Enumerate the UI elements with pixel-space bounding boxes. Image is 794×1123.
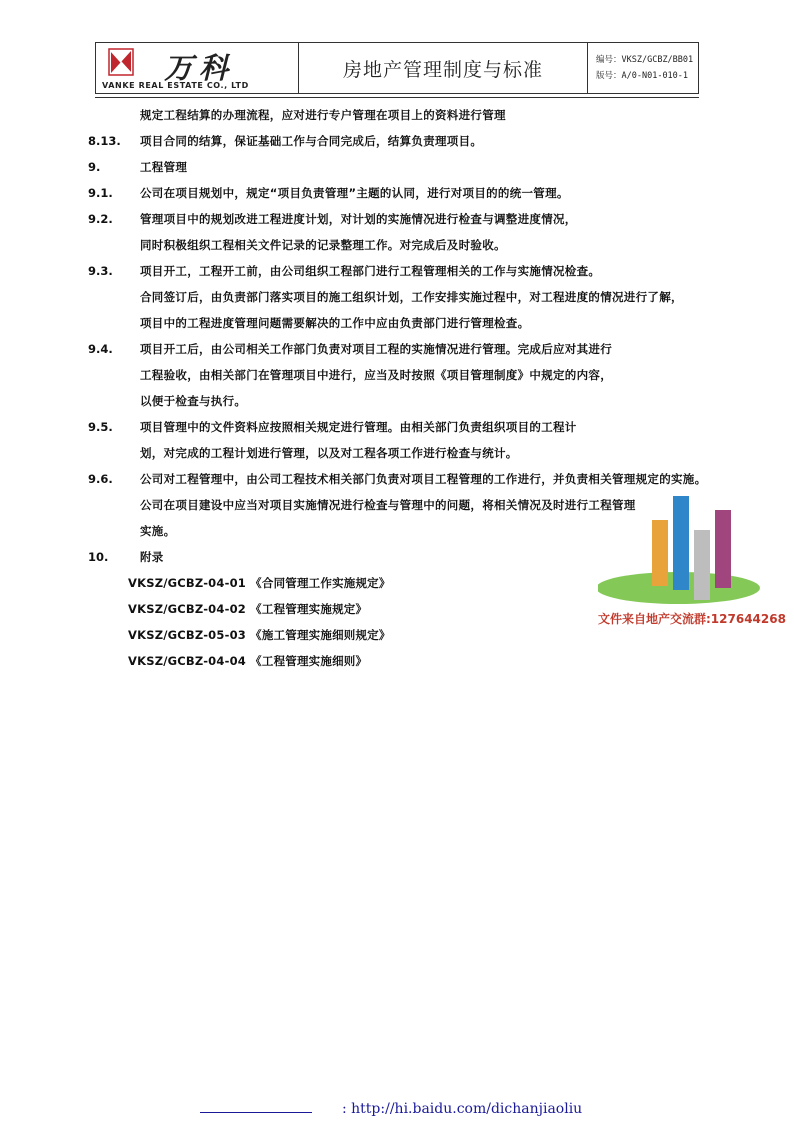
item-9-3-cont bbox=[88, 310, 708, 336]
header-divider bbox=[95, 97, 699, 98]
item-number: 9.3. bbox=[88, 264, 113, 278]
reference-text: VKSZ/GCBZ-04-02 《工程管理实施规定》 bbox=[128, 602, 368, 616]
item-number: 9.2. bbox=[88, 212, 113, 226]
footer-underline bbox=[200, 1100, 312, 1113]
logo-chinese-name: 万科 bbox=[164, 51, 235, 85]
document-number: 编号：VKSZ/GCBZ/BB01 bbox=[596, 55, 694, 65]
item-text: 项目中的工程进度管理问题需要解决的工作中应由负责部门进行管理检查。 bbox=[140, 316, 530, 330]
item-text: 以便于检查与执行。 bbox=[140, 394, 247, 408]
item-text: 公司在项目建设中应当对项目实施情况进行检查与管理中的问题，将相关情况及时进行工程管理 bbox=[140, 498, 636, 512]
document-header bbox=[95, 42, 699, 94]
reference-text: VKSZ/GCBZ-04-04 《工程管理实施细则》 bbox=[128, 654, 368, 668]
footer-url[interactable]: : http://hi.baidu.com/dichanjiaoliu bbox=[342, 1101, 583, 1117]
item-9-5-cont bbox=[88, 440, 708, 466]
item-9-4-cont bbox=[88, 388, 708, 414]
section-9-heading bbox=[88, 154, 708, 180]
logo-english-name: VANKE REAL ESTATE CO., LTD bbox=[102, 81, 249, 90]
item-text: 合同签订后，由负责部门落实项目的施工组织计划，工作安排实施过程中，对工程进度的情况进行了解， bbox=[140, 290, 683, 304]
item-8-13 bbox=[88, 128, 708, 154]
item-9-2 bbox=[88, 206, 708, 232]
document-codes bbox=[588, 43, 698, 93]
watermark-text: 文件来自地产交流群:127644268 bbox=[598, 612, 786, 626]
section-title: 工程管理 bbox=[140, 160, 188, 174]
item-9-4-cont bbox=[88, 362, 708, 388]
item-text: 公司在项目规划中，规定“项目负责管理”主题的认同，进行对项目的的统一管理。 bbox=[140, 186, 569, 200]
reference-text: VKSZ/GCBZ-05-03 《施工管理实施细则规定》 bbox=[128, 628, 391, 642]
item-text: 划，对完成的工程计划进行管理，以及对工程各项工作进行检查与统计。 bbox=[140, 446, 518, 460]
vanke-logo-icon bbox=[108, 47, 134, 77]
item-text: 项目开工后，由公司相关工作部门负责对项目工程的实施情况进行管理。完成后应对其进行 bbox=[140, 342, 612, 356]
item-text: 工程验收，由相关部门在管理项目中进行，应当及时按照《项目管理制度》中规定的内容， bbox=[140, 368, 612, 382]
item-text: 公司对工程管理中，由公司工程技术相关部门负责对项目工程管理的工作进行，并负责相关管理规定的实施。 bbox=[140, 472, 707, 486]
item-text: 管理项目中的规划改进工程进度计划，对计划的实施情况进行检查与调整进度情况， bbox=[140, 212, 577, 226]
item-9-5 bbox=[88, 414, 708, 440]
item-number: 9.5. bbox=[88, 420, 113, 434]
item-text: 项目管理中的文件资料应按照相关规定进行管理。由相关部门负责组织项目的工程计 bbox=[140, 420, 577, 434]
section-number: 10. bbox=[88, 550, 109, 564]
item-9-3-cont bbox=[88, 284, 708, 310]
item-number: 9.6. bbox=[88, 472, 113, 486]
item-text: 实施。 bbox=[140, 524, 176, 538]
page-footer bbox=[200, 1100, 582, 1117]
item-9-2-cont bbox=[88, 232, 708, 258]
intro-line bbox=[88, 102, 708, 128]
item-text: 项目开工，工程开工前，由公司组织工程部门进行工程管理相关的工作与实施情况检查。 bbox=[140, 264, 601, 278]
reference-text: VKSZ/GCBZ-04-01 《合同管理工作实施规定》 bbox=[128, 576, 391, 590]
document-version: 版号：A/0-N01-010-1 bbox=[596, 71, 689, 81]
item-number: 8.13. bbox=[88, 134, 121, 148]
item-text: 同时积极组织工程相关文件记录的记录整理工作。对完成后及时验收。 bbox=[140, 238, 506, 252]
item-9-3 bbox=[88, 258, 708, 284]
item-number: 9.4. bbox=[88, 342, 113, 356]
item-text: 项目合同的结算，保证基础工作与合同完成后，结算负责理项目。 bbox=[140, 134, 483, 148]
item-9-4 bbox=[88, 336, 708, 362]
paragraph-text: 规定工程结算的办理流程，应对进行专户管理在项目上的资料进行管理 bbox=[140, 108, 506, 122]
reference-item bbox=[88, 648, 708, 674]
item-9-1 bbox=[88, 180, 708, 206]
company-logo bbox=[96, 43, 299, 93]
item-number: 9.1. bbox=[88, 186, 113, 200]
document-title: 房地产管理制度与标准 bbox=[299, 43, 588, 93]
section-title: 附录 bbox=[140, 550, 164, 564]
section-number: 9. bbox=[88, 160, 101, 174]
watermark-buildings-icon bbox=[598, 492, 770, 628]
item-9-6 bbox=[88, 466, 708, 492]
